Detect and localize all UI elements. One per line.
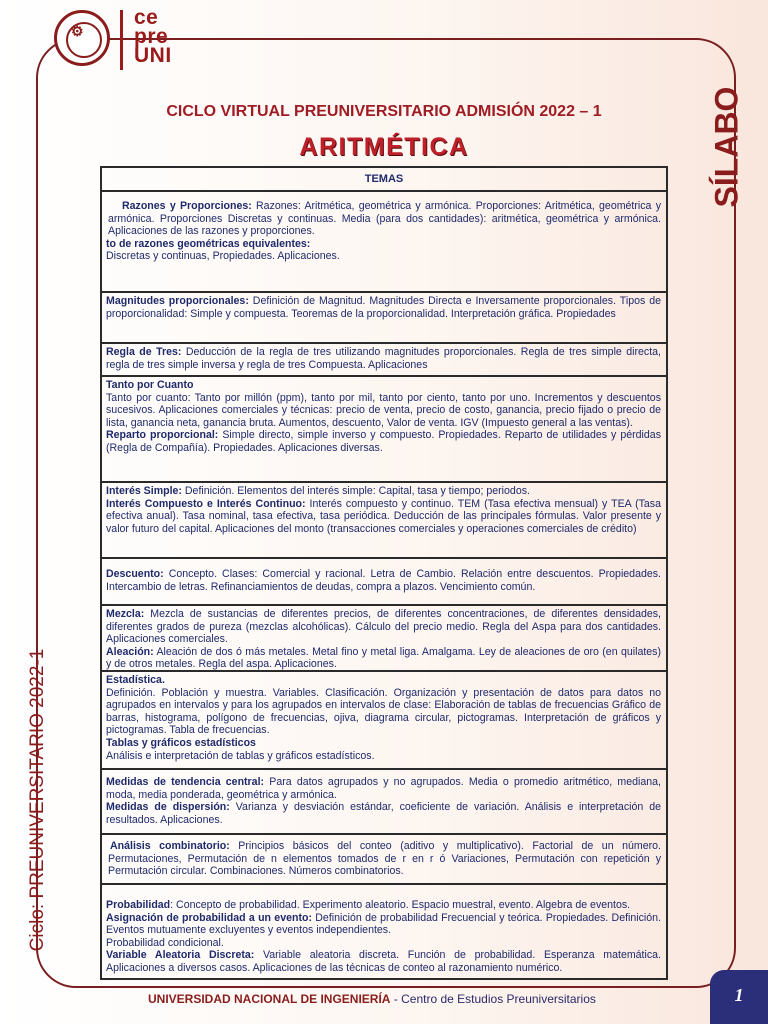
topic-heading: Magnitudes proporcionales:: [106, 295, 249, 307]
row-paragraph: Variable Aleatoria Discreta: Variable aleatoria discreta. Función de probabilidad. Esperanza matemática. Aplicaciones a diversos casos. Aplicaciones de las técnicas de conteo al razonamiento numérico.: [106, 949, 661, 974]
table-row: [102, 672, 666, 770]
topic-heading: Variable Aleatoria Discreta:: [106, 949, 255, 962]
topic-heading: Estadística.: [106, 674, 165, 686]
topic-heading: Mezcla:: [106, 608, 145, 620]
topic-heading: Interés Simple:: [106, 485, 182, 497]
table-row: [102, 377, 666, 483]
topic-heading: Tanto por Cuanto: [106, 379, 194, 391]
logo-divider: [120, 10, 123, 70]
topic-heading: Probabilidad: [106, 899, 171, 911]
row-paragraph: Interés Compuesto e Interés Continuo: Interés compuesto y continuo. TEM (Tasa efectiva mensual) y TEA (Tasa efectiva anual). Tasa nominal, tasa efectiva, tasa periódica. Deducción de las principales fórmulas. Valor presente y valor futuro del capital. Aplicaciones del monto (transacciones comerciales y operaciones comerciales de crédito): [106, 497, 661, 535]
row-paragraph: [106, 238, 661, 251]
table-row: [102, 483, 666, 559]
row-paragraph: [106, 674, 661, 687]
topic-heading: Interés Compuesto e Interés Continuo:: [106, 497, 306, 510]
row-paragraph: [106, 737, 661, 750]
table-row: [102, 559, 666, 606]
row-paragraph: Probabilidad: Concepto de probabilidad. Experimento aleatorio. Espacio muestral, evento. Algebra de eventos.: [106, 899, 631, 911]
row-paragraph: Aleación: Aleación de dos ó más metales. Metal fino y metal liga. Amalgama. Ley de aleaciones de oro (en quilates) y de otros metales. Regla del aspa. Aplicaciones.: [106, 645, 661, 671]
document-title: CICLO VIRTUAL PREUNIVERSITARIO ADMISIÓN 2022 – 1: [166, 103, 602, 120]
page-number: 1: [710, 970, 768, 1024]
university-seal-logo: ⚙: [54, 10, 110, 66]
footer-center: - Centro de Estudios Preuniversitarios: [390, 992, 596, 1006]
table-row: [102, 770, 666, 835]
cepre-uni-logo: [134, 8, 172, 65]
row-paragraph: Probabilidad condicional.: [106, 936, 224, 949]
logo-line: UNI: [134, 44, 172, 67]
row-paragraph: [106, 379, 661, 392]
topic-heading: Análisis combinatorio:: [110, 840, 230, 852]
topic-heading: Aleación:: [106, 645, 154, 658]
topic-heading: Regla de Tres:: [106, 346, 182, 358]
topics-table: [100, 166, 668, 980]
row-paragraph: Definición. Población y muestra. Variables. Clasificación. Organización y presentación de datos para datos no agrupados en intervalos y para los agrupados en intervalos de clase: Elaboración de tablas de frecuencias Gráfico de barras, histograma, polígono de frecuencias, ojiva, diagrama circular, pictogramas. Interpretación de gráficos y pictogramas. Tabla de frecuencias.: [106, 686, 661, 737]
row-paragraph: Análisis combinatorio: Principios básicos del conteo (aditivo y multiplicativo). Factorial de un número. Permutaciones, Permutación de n elementos tomados de r en r ó Variaciones, Permutación con repetición y Permutación circular. Combinaciones. Números combinatorios.: [108, 840, 661, 878]
row-paragraph: Asignación de probabilidad a un evento: Definición de probabilidad Frecuencial y teórica. Propiedades. Definición. Eventos mutuamente excluyentes y eventos independientes.: [106, 911, 662, 937]
table-row: [102, 606, 666, 672]
silabo-side-label: SÍLABO: [708, 86, 745, 208]
table-row: [102, 835, 666, 885]
footer-university: UNIVERSIDAD NACIONAL DE INGENIERÍA: [148, 992, 391, 1006]
row-paragraph: Mezcla: Mezcla de sustancias de diferentes precios, de diferentes concentraciones, de diferentes densidades, diferentes grados de pureza (mezclas alcohólicas). Cálculo del precio medio. Regla del Aspa para dos cantidades. Aplicaciones comerciales.: [106, 608, 661, 646]
topic-heading: Reparto proporcional:: [106, 429, 219, 442]
table-row: [102, 885, 666, 994]
row-paragraph: Interés Simple: Definición. Elementos del interés simple: Capital, tasa y tiempo; periodos.: [106, 485, 530, 497]
row-paragraph: Análisis e interpretación de tablas y gráficos estadísticos.: [106, 749, 375, 762]
logo-line: pre: [134, 25, 169, 48]
table-row: [102, 344, 666, 377]
table-row: [102, 192, 666, 293]
row-paragraph: Medidas de dispersión: Varianza y desviación estándar, coeficiente de variación. Análisis e interpretación de resultados. Aplicaciones.: [106, 801, 662, 826]
table-row: [102, 293, 666, 344]
subject-title: ARITMÉTICA: [299, 133, 469, 161]
row-paragraph: Reparto proporcional: Simple directo, simple inverso y compuesto. Propiedades. Reparto de utilidades y pérdidas (Regla de Compañía). Propiedades. Aplicaciones diversas.: [106, 429, 661, 454]
row-paragraph: Discretas y continuas, Propiedades. Aplicaciones.: [106, 250, 340, 263]
row-paragraph: Razones y Proporciones: Razones: Aritmética, geométrica y armónica. Proporciones: Aritmética, geométrica y armónica. Proporciones Discretas y continuas. Media (para dos cantidades): aritmética, geométrica y armónica. Aplicaciones de las razones y proporciones.: [108, 200, 661, 238]
row-paragraph: Tanto por cuanto: Tanto por millón (ppm), tanto por mil, tanto por ciento, tanto por uno. Incrementos y descuentos sucesivos. Aplicaciones comerciales y técnicas: precio de venta, precio de costo, ganancia, precio fijado o precio de lista, ganancia neta, ganancia bruta. Aumentos, descuento, Valor de venta. IGV (Impuesto general a las ventas).: [106, 391, 661, 429]
cycle-side-label: Ciclo: PREUNIVERSITARIO 2022-1: [27, 648, 48, 952]
topic-heading: Medidas de tendencia central:: [106, 776, 265, 788]
topic-heading: Descuento:: [106, 568, 164, 580]
logo-line: ce: [134, 6, 159, 29]
footer-text: [148, 992, 596, 1006]
row-paragraph: Regla de Tres: Deducción de la regla de tres utilizando magnitudes proporcionales. Regla de tres simple directa, regla de tres simple inversa y regla de tres Compuesta. Aplicaciones: [106, 346, 661, 371]
topic-heading: to de razones geométricas equivalentes:: [106, 237, 311, 250]
topic-heading: Tablas y gráficos estadísticos: [106, 736, 256, 749]
row-paragraph: Descuento: Concepto. Clases: Comercial y racional. Letra de Cambio. Relación entre descuentos. Propiedades. Intercambio de letras. Refinanciamientos de deudas, compra a plazos. Vencimiento común.: [106, 568, 661, 593]
row-paragraph: Magnitudes proporcionales: Definición de Magnitud. Magnitudes Directa e Inversamente proporcionales. Tipos de proporcionalidad: Simple y compuesta. Teoremas de la proporcionalidad. Interpretación gráfica. Propiedades: [106, 295, 661, 320]
table-header: TEMAS: [102, 168, 666, 192]
topic-heading: Razones y Proporciones:: [122, 200, 252, 212]
topic-heading: Medidas de dispersión:: [106, 801, 230, 814]
topic-heading: Asignación de probabilidad a un evento:: [106, 911, 312, 924]
row-paragraph: Medidas de tendencia central: Para datos agrupados y no agrupados. Media o promedio aritmético, mediana, moda, media ponderada, geométrica y armónica.: [106, 776, 661, 801]
